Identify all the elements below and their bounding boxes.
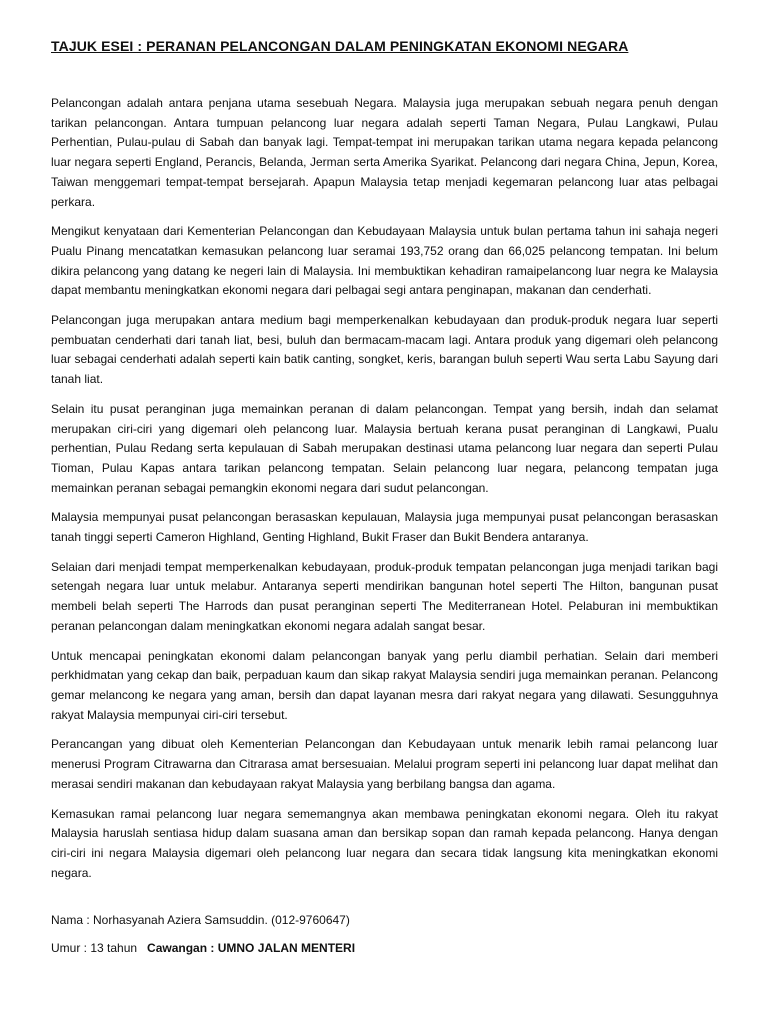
paragraph-8: Perancangan yang dibuat oleh Kementerian Pelancongan dan Kebudayaan untuk menarik lebih ramai pelancong luar menerusi Program Citrawarna dan Citrarasa amat bersesuaian. Melalui program seperti ini pelancong luar dapat melihat dan merasai sendiri makanan dan kebudayaan rakyat Malaysia yang berbilang bangsa dan agama. [51, 737, 718, 791]
paragraph-9: Kemasukan ramai pelancong luar negara sememangnya akan membawa peningkatan ekonomi negara. Oleh itu rakyat Malaysia haruslah sentiasa hidup dalam suasana aman dan bersikap sopan dan ramah kepada pelancong. Hanya dengan ciri-ciri ini negara Malaysia digemari oleh pelancong luar negara dan secara tidak langsung kita meningkatkan ekonomi negara. [51, 806, 718, 880]
paragraph-4: Selain itu pusat peranginan juga memainkan peranan di dalam pelancongan. Tempat yang bersih, indah dan selamat merupakan ciri-ciri yang digemari oleh pelancong luar. Malaysia bertuah kerana pusat peranginan di Langkawi, Pualu perhentian, Pulau Redang serta kepulauan di Sabah merupakan destinasi utama pelancong luar negara dan seperti Pulau Tioman, Pulau Kapas antara tarikan pelancong tempatan. Selain pelancong luar negara, pelancong tempatan juga memainkan peranan sebagai pemangkin ekonomi negara dari sudut pelancongan. [51, 401, 718, 495]
author-name-line: Nama : Norhasyanah Aziera Samsuddin. (012-9760647) [51, 913, 350, 927]
author-footer [51, 911, 718, 967]
paragraph-6: Selaian dari menjadi tempat memperkenalkan kebudayaan, produk-produk tempatan pelancongan juga menjadi tarikan bagi setengah negara luar untuk melabur. Antaranya seperti mendirikan bangunan hotel seperti The Hilton, bangunan pusat membeli belah seperti The Harrods dan pusat peranginan seperti The Mediterranean Hotel. Pelaburan ini membuktikan peranan pelancongan dalam meningkatkan ekonomi negara adalah sangat besar. [51, 559, 718, 633]
paragraph-3: Pelancongan juga merupakan antara medium bagi memperkenalkan kebudayaan dan produk-produk negara luar seperti pembuatan cenderhati dari tanah liat, besi, buluh dan bermacam-macam lagi. Antara produk yang digemari oleh pelancong luar sebagai cenderhati adalah seperti kain batik canting, songket, keris, barangan buluh seperti Wau serta Labu Sayung dari tanah liat. [51, 313, 718, 387]
paragraph-1: Pelancongan adalah antara penjana utama sesebuah Negara. Malaysia juga merupakan sebuah negara penuh dengan tarikan pelancongan. Antara tumpuan pelancong luar negara adalah seperti Taman Negara, Pulau Langkawi, Pulau Perhentian, Pulau-pulau di Sabah dan banyak lagi. Tempat-tempat ini merupakan tarikan utama negara kepada pelancong luar negara seperti England, Perancis, Belanda, Jerman serta Amerika Syarikat. Pelancong dari negara China, Jepun, Korea, Taiwan menggemari tempat-tempat bersejarah. Apapun Malaysia tetap menjadi kegemaran pelancong luar atas pelbagai perkara. [51, 96, 718, 209]
paragraph-7: Untuk mencapai peningkatan ekonomi dalam pelancongan banyak yang perlu diambil perhatian. Selain dari memberi perkhidmatan yang cekap dan baik, perpaduan kaum dan sikap rakyat Malaysia sendiri juga memainkan peranan. Pelancong gemar melancong ke negara yang aman, bersih dan dapat layanan mesra dari rakyat negara yang dilawati. Sesungguhnya rakyat Malaysia mempunyai ciri-ciri tersebut. [51, 648, 718, 722]
author-age: Umur : 13 tahun [51, 941, 138, 955]
author-branch: Cawangan : UMNO JALAN MENTERI [147, 941, 356, 955]
paragraph-5: Malaysia mempunyai pusat pelancongan berasaskan kepulauan, Malaysia juga mempunyai pusat pelancongan berasaskan tanah tinggi seperti Cameron Highland, Genting Highland, Bukit Fraser dan Bukit Bendera antaranya. [51, 510, 718, 545]
paragraph-2: Mengikut kenyataan dari Kementerian Pelancongan dan Kebudayaan Malaysia untuk bulan pertama tahun ini sahaja negeri Pualu Pinang mencatatkan kemasukan pelancong luar seramai 193,752 orang dan 66,025 pelancong tempatan. Ini belum dikira pelancong yang datang ke negeri lain di Malaysia. Ini membuktikan kehadiran ramaipelancong luar negra ke Malaysia dapat membantu meningkatkan ekonomi negara dari pelbagai segi antara penginapan, makanan dan cenderhati. [51, 224, 718, 298]
essay-page [51, 38, 718, 893]
essay-title: TAJUK ESEI : PERANAN PELANCONGAN DALAM PENINGKATAN EKONOMI NEGARA [51, 38, 629, 54]
author-details-line [51, 939, 718, 957]
